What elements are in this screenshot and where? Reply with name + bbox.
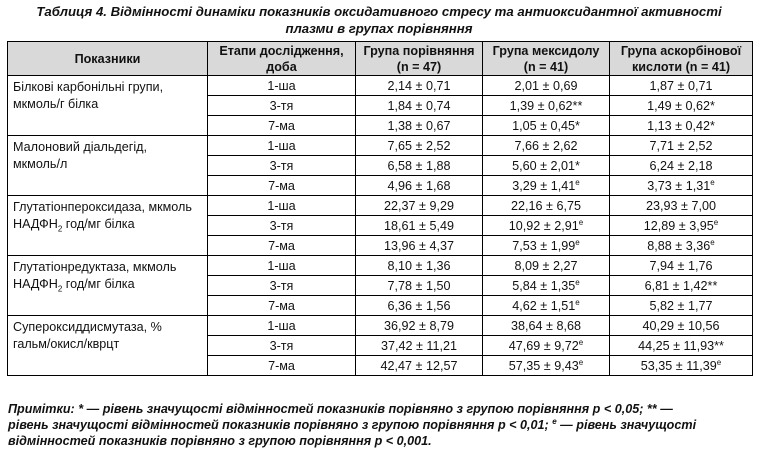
parameter-name: Малоновий діальдегід, мкмоль/л: [8, 136, 208, 196]
stage-cell: 3-тя: [208, 276, 356, 296]
table-row: [8, 196, 753, 216]
mexidol-group-value: 8,09 ± 2,27: [483, 256, 610, 276]
ascorbic-group-value: 3,73 ± 1,31$^e$: [610, 176, 753, 196]
table-row: [8, 76, 753, 96]
comparison-group-value: 1,84 ± 0,74: [356, 96, 483, 116]
header-group-mexidol: Група мексидолу (n = 41): [483, 42, 610, 76]
ascorbic-group-value: 23,93 ± 7,00: [610, 196, 753, 216]
data-table: [7, 41, 753, 376]
ascorbic-group-value: 53,35 ± 11,39$^e$: [610, 356, 753, 376]
comparison-group-value: 8,10 ± 1,36: [356, 256, 483, 276]
stage-cell: 1-ша: [208, 256, 356, 276]
ascorbic-group-value: 12,89 ± 3,95$^e$: [610, 216, 753, 236]
ascorbic-group-value: 1,13 ± 0,42*: [610, 116, 753, 136]
parameter-name: Глутатіонредуктаза, мкмоль $НАДФН_2$ год/мг білка: [8, 256, 208, 316]
comparison-group-value: 42,47 ± 12,57: [356, 356, 483, 376]
stage-cell: 1-ша: [208, 76, 356, 96]
stage-cell: 7-ма: [208, 356, 356, 376]
mexidol-group-value: 7,53 ± 1,99$^e$: [483, 236, 610, 256]
header-param: Показники: [8, 42, 208, 76]
parameter-name: Супероксиддисмутаза, % гальм/окисл/кврцт: [8, 316, 208, 376]
stage-cell: 3-тя: [208, 156, 356, 176]
comparison-group-value: 2,14 ± 0,71: [356, 76, 483, 96]
stage-cell: 1-ша: [208, 316, 356, 336]
notes-line-1: Примітки: * — рівень значущості відмінностей показників порівняно з групою порівняння р < 0,05; ** —: [8, 402, 673, 416]
mexidol-group-value: 5,84 ± 1,35$^e$: [483, 276, 610, 296]
mexidol-group-value: 1,39 ± 0,62**: [483, 96, 610, 116]
mexidol-group-value: 10,92 ± 2,91$^e$: [483, 216, 610, 236]
stage-cell: 7-ма: [208, 116, 356, 136]
comparison-group-value: 6,58 ± 1,88: [356, 156, 483, 176]
stage-cell: 7-ма: [208, 296, 356, 316]
notes-line-2: рівень значущості відмінностей показників порівняно з групою порівняння р < 0,01; $^e$ — рівень значущості: [8, 416, 697, 432]
table-title-line-1: Таблиця 4. Відмінності динаміки показників оксидативного стресу та антиоксидантної активності: [36, 4, 722, 19]
comparison-group-value: 4,96 ± 1,68: [356, 176, 483, 196]
comparison-group-value: 7,78 ± 1,50: [356, 276, 483, 296]
mexidol-group-value: 47,69 ± 9,72$^e$: [483, 336, 610, 356]
comparison-group-value: 6,36 ± 1,56: [356, 296, 483, 316]
notes-line-3: відмінностей показників порівняно з групою порівняння р < 0,001.: [8, 434, 432, 448]
mexidol-group-value: 1,05 ± 0,45*: [483, 116, 610, 136]
mexidol-group-value: 4,62 ± 1,51$^e$: [483, 296, 610, 316]
mexidol-group-value: 5,60 ± 2,01*: [483, 156, 610, 176]
table-row: [8, 256, 753, 276]
stage-cell: 1-ша: [208, 136, 356, 156]
stage-cell: 7-ма: [208, 176, 356, 196]
header-group-comparison: Група порівняння (n = 47): [356, 42, 483, 76]
comparison-group-value: 36,92 ± 8,79: [356, 316, 483, 336]
header-group-ascorbic: Група аскорбінової кислоти (n = 41): [610, 42, 753, 76]
comparison-group-value: 18,61 ± 5,49: [356, 216, 483, 236]
stage-cell: 1-ша: [208, 196, 356, 216]
comparison-group-value: 1,38 ± 0,67: [356, 116, 483, 136]
ascorbic-group-value: 7,71 ± 2,52: [610, 136, 753, 156]
ascorbic-group-value: 44,25 ± 11,93**: [610, 336, 753, 356]
mexidol-group-value: 57,35 ± 9,43$^e$: [483, 356, 610, 376]
ascorbic-group-value: 6,24 ± 2,18: [610, 156, 753, 176]
ascorbic-group-value: 5,82 ± 1,77: [610, 296, 753, 316]
ascorbic-group-value: 1,49 ± 0,62*: [610, 96, 753, 116]
header-row: [8, 42, 753, 76]
mexidol-group-value: 38,64 ± 8,68: [483, 316, 610, 336]
ascorbic-group-value: 7,94 ± 1,76: [610, 256, 753, 276]
stage-cell: 3-тя: [208, 96, 356, 116]
ascorbic-group-value: 6,81 ± 1,42**: [610, 276, 753, 296]
stage-cell: 3-тя: [208, 336, 356, 356]
stage-cell: 3-тя: [208, 216, 356, 236]
comparison-group-value: 13,96 ± 4,37: [356, 236, 483, 256]
ascorbic-group-value: 40,29 ± 10,56: [610, 316, 753, 336]
table-notes: [8, 401, 750, 449]
table-row: [8, 136, 753, 156]
table-title-line-2: плазми в групах порівняння: [285, 21, 473, 36]
table-row: [8, 316, 753, 336]
parameter-name: Глутатіонпероксидаза, мкмоль $НАДФН_2$ год/мг білка: [8, 196, 208, 256]
header-stage: Етапи дослідження, доба: [208, 42, 356, 76]
mexidol-group-value: 3,29 ± 1,41$^e$: [483, 176, 610, 196]
table-title: [8, 3, 750, 37]
mexidol-group-value: 7,66 ± 2,62: [483, 136, 610, 156]
comparison-group-value: 37,42 ± 11,21: [356, 336, 483, 356]
mexidol-group-value: 22,16 ± 6,75: [483, 196, 610, 216]
parameter-name: Білкові карбонільні групи, мкмоль/г білка: [8, 76, 208, 136]
mexidol-group-value: 2,01 ± 0,69: [483, 76, 610, 96]
comparison-group-value: 7,65 ± 2,52: [356, 136, 483, 156]
comparison-group-value: 22,37 ± 9,29: [356, 196, 483, 216]
stage-cell: 7-ма: [208, 236, 356, 256]
ascorbic-group-value: 8,88 ± 3,36$^e$: [610, 236, 753, 256]
ascorbic-group-value: 1,87 ± 0,71: [610, 76, 753, 96]
